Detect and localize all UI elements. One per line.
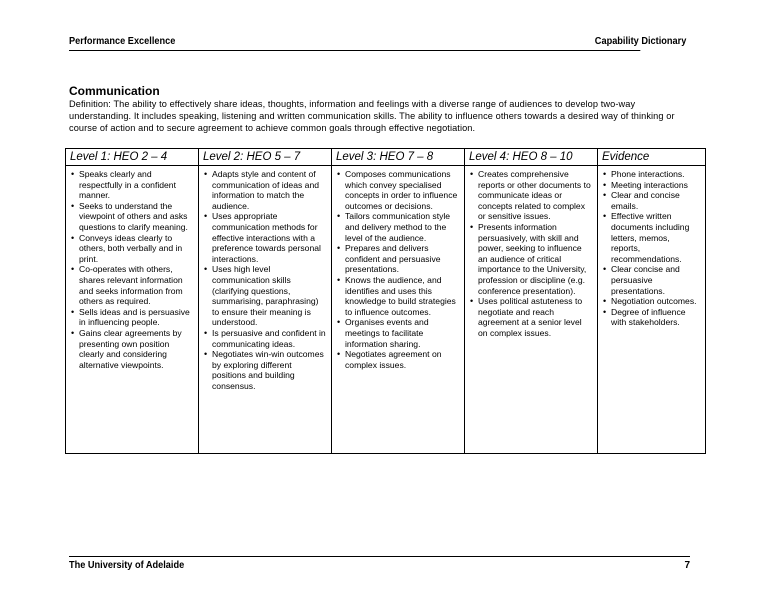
header-title: Performance Excellence bbox=[69, 36, 176, 47]
list-item: • Uses high level communication skills (clarifying questions, summarising, paraphrasing) to ensure their meaning is understood. bbox=[212, 264, 327, 328]
level-1-list bbox=[70, 169, 194, 370]
level-2-cell bbox=[199, 166, 332, 454]
capability-table bbox=[65, 148, 706, 454]
list-item: • Tailors communication style and delivery method to the level of the audience. bbox=[345, 211, 460, 243]
table-header-row bbox=[66, 149, 706, 166]
list-item: • Prepares and delivers confident and persuasive presentations. bbox=[345, 243, 460, 275]
page-header bbox=[69, 36, 687, 51]
list-item: • Seeks to understand the viewpoint of others and asks questions to clarify meaning. bbox=[79, 201, 194, 233]
level-4-cell bbox=[465, 166, 598, 454]
list-item: • Clear concise and persuasive presentations. bbox=[611, 264, 701, 296]
list-item: • Uses appropriate communication methods for effective interactions with a preference towards personal interactions. bbox=[212, 211, 327, 264]
list-item: • Presents information persuasively, with skill and power, seeking to influence an audience of critical importance to the University, profession or discipline (e.g. conference presentation). bbox=[478, 222, 593, 296]
list-item: • Negotiation outcomes. bbox=[611, 296, 701, 307]
section-title: Communication bbox=[69, 84, 160, 98]
level-1-cell bbox=[66, 166, 199, 454]
level-3-cell bbox=[332, 166, 465, 454]
column-heading-level-3: Level 3: HEO 7 – 8 bbox=[332, 149, 465, 166]
list-item: • Organises events and meetings to facilitate information sharing. bbox=[345, 317, 460, 349]
list-item: • Clear and concise emails. bbox=[611, 190, 701, 211]
header-document-name: Capability Dictionary bbox=[594, 36, 687, 47]
evidence-list bbox=[602, 169, 701, 328]
column-heading-level-2: Level 2: HEO 5 – 7 bbox=[199, 149, 332, 166]
list-item: • Negotiates win-win outcomes by exploring different positions and building consensus. bbox=[212, 349, 327, 391]
table-body-row bbox=[66, 166, 706, 454]
level-2-list bbox=[203, 169, 327, 391]
list-item: • Is persuasive and confident in communicating ideas. bbox=[212, 328, 327, 349]
list-item: • Speaks clearly and respectfully in a confident manner. bbox=[79, 169, 194, 201]
list-item: • Gains clear agreements by presenting own position clearly and considering alternative viewpoints. bbox=[79, 328, 194, 370]
list-item: • Adapts style and content of communication of ideas and information to match the audience. bbox=[212, 169, 327, 211]
list-item: • Creates comprehensive reports or other documents to communicate ideas or concepts related to complex or sensitive issues. bbox=[478, 169, 593, 222]
list-item: • Knows the audience, and identifies and uses this knowledge to build strategies to influence outcomes. bbox=[345, 275, 460, 317]
list-item: • Effective written documents including letters, memos, reports, recommendations. bbox=[611, 211, 701, 264]
list-item: • Conveys ideas clearly to others, both verbally and in print. bbox=[79, 233, 194, 265]
level-4-list bbox=[469, 169, 593, 339]
section-definition: Definition: The ability to effectively share ideas, thoughts, information and feelings with a diverse range of audiences to develop two-way understanding. It includes speaking, listening and written communication skills. The ability to influence others towards a desired way of thinking or course of action and to secure agreement to achieve common goals through effective negotiation. bbox=[69, 99, 675, 133]
list-item: • Sells ideas and is persuasive in influencing people. bbox=[79, 307, 194, 328]
list-item: • Degree of influence with stakeholders. bbox=[611, 307, 701, 328]
evidence-cell bbox=[598, 166, 706, 454]
list-item: • Uses political astuteness to negotiate and reach agreement at a senior level on complex issues. bbox=[478, 296, 593, 338]
page-number: 7 bbox=[684, 560, 690, 571]
column-heading-level-4: Level 4: HEO 8 – 10 bbox=[465, 149, 598, 166]
list-item: • Phone interactions. bbox=[611, 169, 701, 180]
level-3-list bbox=[336, 169, 460, 370]
column-heading-level-1: Level 1: HEO 2 – 4 bbox=[66, 149, 199, 166]
list-item: • Meeting interactions bbox=[611, 180, 701, 191]
list-item: • Negotiates agreement on complex issues. bbox=[345, 349, 460, 370]
page-footer bbox=[69, 556, 690, 571]
list-item: • Composes communications which convey specialised concepts in order to influence outcomes or decisions. bbox=[345, 169, 460, 211]
column-heading-evidence: Evidence bbox=[598, 149, 706, 166]
footer-institution: The University of Adelaide bbox=[69, 560, 185, 571]
list-item: • Co-operates with others, shares relevant information and seeks information from others as required. bbox=[79, 264, 194, 306]
